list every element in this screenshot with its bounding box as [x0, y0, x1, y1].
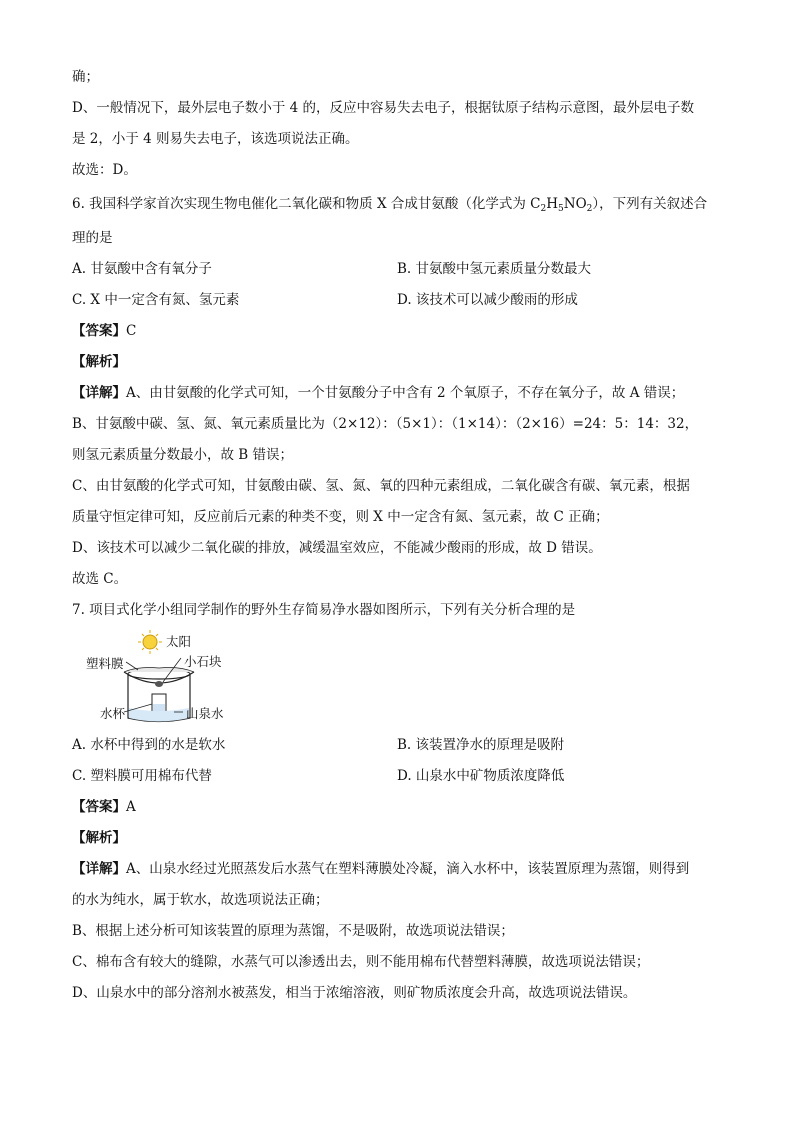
- q7-stem: 7. 项目式化学小组同学制作的野外生存简易净水器如图所示，下列有关分析合理的是: [72, 602, 576, 618]
- q6-detail-line: D、该技术可以减少二氧化碳的排放，减缓温室效应，不能减少酸雨的形成，故 D 错误。: [72, 540, 602, 556]
- film-label: 塑料膜: [86, 656, 124, 671]
- film-leader: [126, 662, 138, 670]
- q7-detail-line: B、根据上述分析可知该装置的原理为蒸馏，不是吸附，故选项说法错误；: [72, 923, 514, 939]
- answer-tag: 【答案】: [72, 323, 126, 339]
- q6-analysis-tag: 【解析】: [72, 354, 126, 370]
- q7-analysis-tag: 【解析】: [72, 830, 126, 846]
- q7-detail-line: C、棉布含有较大的缝隙，水蒸气可以渗透出去，则不能用棉布代替塑料薄膜，故选项说法错误；: [72, 954, 650, 970]
- q6-option-d: D. 该技术可以减少酸雨的形成: [397, 292, 578, 308]
- formula-o-sub: 2: [586, 204, 593, 214]
- q5-conclusion: 故选：D。: [72, 162, 137, 178]
- answer-tag: 【答案】: [72, 799, 126, 815]
- q7-option-a: A. 水杯中得到的水是软水: [72, 737, 226, 753]
- formula-c-sub: 2: [540, 204, 547, 214]
- q6-detail-line: [72, 378, 732, 409]
- q6-option-b: B. 甘氨酸中氢元素质量分数最大: [397, 261, 592, 277]
- answer-value: C: [126, 323, 137, 339]
- document-page: [72, 62, 732, 1009]
- small-stone: [155, 681, 163, 687]
- detail-tag: 【详解】: [72, 385, 126, 401]
- formula-h-sub: 5: [558, 204, 564, 214]
- detail-text: A、山泉水经过光照蒸发后水蒸气在塑料薄膜处冷凝，滴入水杯中，该装置原理为蒸馏，则得到: [126, 861, 690, 877]
- q6-stem-prefix: 6. 我国科学家首次实现生物电催化二氧化碳和物质 X 合成甘氨酸（化学式为: [72, 196, 531, 212]
- q5-text-line: 是 2，小于 4 则易失去电子，该选项说法正确。: [72, 131, 359, 147]
- q6-stem-suffix: ），下列有关叙述合: [592, 196, 708, 212]
- q7-option-d: D. 山泉水中矿物质浓度降低: [397, 768, 565, 784]
- stone-label: 小石块: [184, 654, 222, 669]
- answer-value: A: [126, 799, 136, 815]
- q6-detail-line: 则氢元素质量分数最小，故 B 错误；: [72, 447, 294, 463]
- q7-detail-line: D、山泉水中的部分溶剂水被蒸发，相当于浓缩溶液，则矿物质浓度会升高，故选项说法错误。: [72, 985, 637, 1001]
- detail-text: A、由甘氨酸的化学式可知，一个甘氨酸分子中含有 2 个氧原子，不存在氧分子，故 A 错误；: [126, 385, 685, 401]
- q6-option-c: C. X 中一定含有氮、氢元素: [72, 292, 240, 308]
- cup-label: 水杯: [100, 706, 126, 721]
- q7-detail-line: [72, 854, 732, 885]
- formula-no: NO: [563, 196, 587, 212]
- formula-h: H: [546, 196, 559, 212]
- q5-text-line: 确；: [72, 69, 99, 85]
- detail-tag: 【详解】: [72, 861, 126, 877]
- q6-stem: [72, 186, 732, 223]
- q6-answer: [72, 316, 732, 347]
- formula-c: C: [530, 196, 541, 212]
- spring-label: 山泉水: [186, 706, 224, 721]
- q5-text-line: D、一般情况下，最外层电子数小于 4 的，反应中容易失去电子，根据钛原子结构示意图，最外层电子数: [72, 100, 694, 116]
- q6-options-row: [72, 254, 732, 285]
- q6-detail-line: 质量守恒定律可知，反应前后元素的种类不变，则 X 中一定含有氮、氢元素，故 C 正确；: [72, 509, 609, 525]
- q7-answer: [72, 792, 732, 823]
- glycine-formula: [530, 196, 592, 212]
- water-purifier-figure: [86, 628, 256, 728]
- q6-detail-line: B、甘氨酸中碳、氢、氮、氧元素质量比为（2×12）：（5×1）：（1×14）：（2×16）=24：5：14：32，: [72, 416, 699, 432]
- q6-options-row: [72, 285, 732, 316]
- q7-options-row: [72, 761, 732, 792]
- q7-option-b: B. 该装置净水的原理是吸附: [397, 737, 565, 753]
- q6-stem-line2: 理的是: [72, 230, 113, 246]
- q6-detail-line: C、由甘氨酸的化学式可知，甘氨酸由碳、氢、氮、氧的四种元素组成，二氧化碳含有碳、氧元素，根据: [72, 478, 690, 494]
- sun-icon: [138, 630, 162, 654]
- q7-option-c: C. 塑料膜可用棉布代替: [72, 768, 212, 784]
- sun-label: 太阳: [166, 634, 192, 649]
- cup-water: [153, 704, 165, 711]
- q7-detail-line: 的水为纯水，属于软水，故选项说法正确；: [72, 892, 329, 908]
- q6-conclusion: 故选 C。: [72, 571, 128, 587]
- q7-options-row: [72, 730, 732, 761]
- q6-option-a: A. 甘氨酸中含有氧分子: [72, 261, 212, 277]
